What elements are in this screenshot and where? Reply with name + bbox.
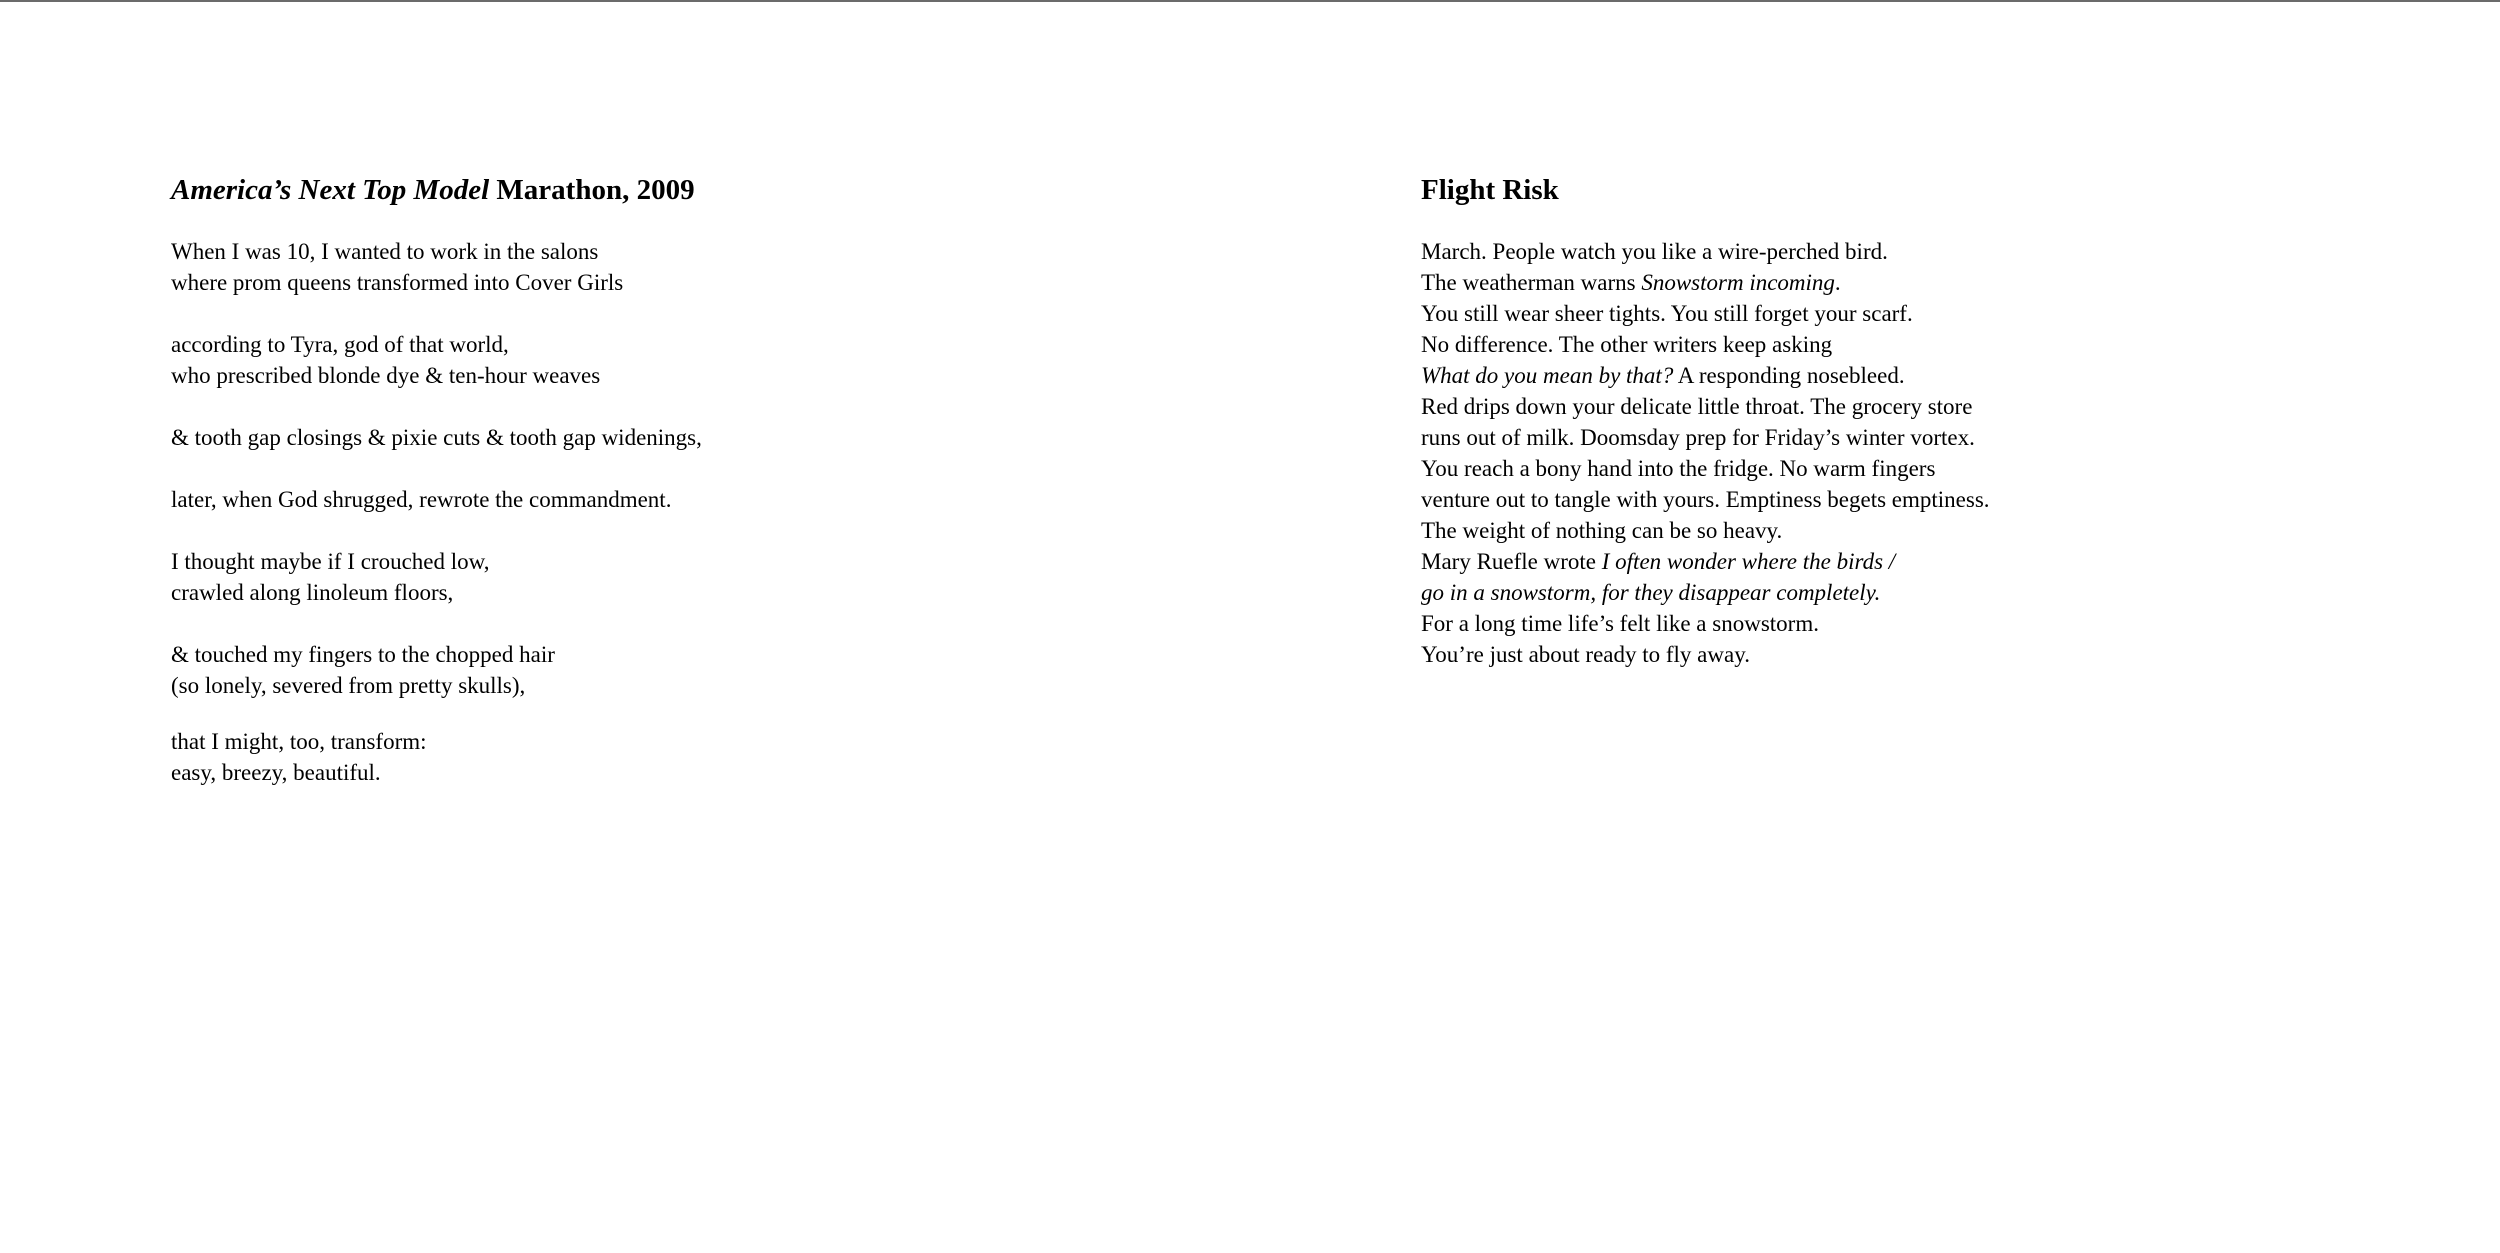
top-border-rule	[0, 0, 2500, 2]
poem-line-italic: What do you mean by that?	[1421, 363, 1674, 388]
poem-line: When I was 10, I wanted to work in the salons	[171, 239, 599, 264]
poem-line: venture out to tangle with yours. Emptiness begets emptiness.	[1421, 487, 1990, 512]
poem-americas-next-top-model	[171, 170, 1271, 819]
stanza	[171, 236, 1271, 298]
stanza	[171, 422, 1271, 453]
poem-line: according to Tyra, god of that world,	[171, 332, 509, 357]
stanza	[171, 726, 1271, 788]
poem-line: For a long time life’s felt like a snowstorm.	[1421, 611, 1819, 636]
poem-line: You still wear sheer tights. You still forget your scarf.	[1421, 301, 1913, 326]
poem-line: crawled along linoleum floors,	[171, 580, 454, 605]
poem-line: where prom queens transformed into Cover Girls	[171, 270, 624, 295]
poem-flight-risk	[1421, 170, 2421, 701]
stanza	[171, 329, 1271, 391]
poem-line: Red drips down your delicate little throat. The grocery store	[1421, 394, 1973, 419]
poem-line: The weight of nothing can be so heavy.	[1421, 518, 1783, 543]
stanza	[171, 639, 1271, 701]
poem-line: runs out of milk. Doomsday prep for Friday’s winter vortex.	[1421, 425, 1975, 450]
poem-line: easy, breezy, beautiful.	[171, 760, 381, 785]
poem-line-italic: I often wonder where the birds /	[1601, 549, 1896, 574]
poem-line: You’re just about ready to fly away.	[1421, 642, 1750, 667]
poem-line: March. People watch you like a wire-perched bird.	[1421, 239, 1888, 264]
poem-line: later, when God shrugged, rewrote the commandment.	[171, 487, 672, 512]
poem-line: & tooth gap closings & pixie cuts & tooth gap widenings,	[171, 425, 702, 450]
poem-line-text: Mary Ruefle wrote	[1421, 549, 1602, 574]
stanza	[1421, 236, 2421, 670]
poem-line-italic: Snowstorm incoming	[1641, 270, 1835, 295]
poem-line: You reach a bony hand into the fridge. No warm fingers	[1421, 456, 1936, 481]
poem-line	[1421, 267, 2421, 298]
poem-line: that I might, too, transform:	[171, 729, 427, 754]
poem-line: No difference. The other writers keep asking	[1421, 332, 1833, 357]
poem-title-italic: America’s Next Top Model	[171, 174, 490, 206]
poem-title-rest: Marathon, 2009	[489, 174, 695, 206]
stanza	[171, 546, 1271, 608]
poem-line: (so lonely, severed from pretty skulls),	[171, 673, 526, 698]
stanza	[171, 484, 1271, 515]
poem-line: & touched my fingers to the chopped hair	[171, 642, 555, 667]
poem-line-text: .	[1834, 270, 1841, 295]
poem-line: who prescribed blonde dye & ten-hour weaves	[171, 363, 601, 388]
poem-line: go in a snowstorm, for they disappear completely.	[1421, 580, 1881, 605]
poem-line	[1421, 546, 2421, 577]
poem-title: Flight Risk	[1421, 174, 1559, 206]
poem-line: I thought maybe if I crouched low,	[171, 549, 490, 574]
poem-line	[1421, 360, 2421, 391]
poem-line-text: A responding nosebleed.	[1673, 363, 1905, 388]
poem-title	[171, 170, 1271, 210]
poem-line-text: The weatherman warns	[1421, 270, 1642, 295]
